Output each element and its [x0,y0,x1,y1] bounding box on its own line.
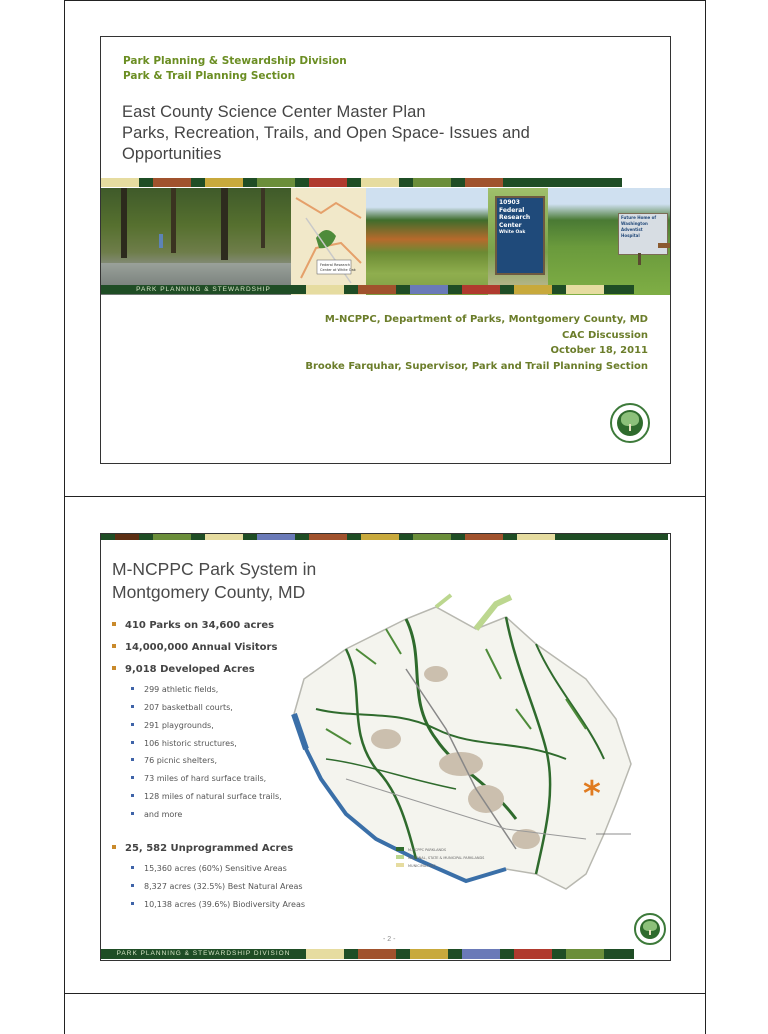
list-item: 76 picnic shelters, [131,756,217,765]
legend-national: NATIONAL, STATE & MUNICIPAL PARKLANDS [408,856,485,860]
slide-1-title [122,102,530,165]
slide-1 [100,36,671,464]
asterisk-location-icon: * [583,774,601,814]
meeting-name: CAC Discussion [562,329,648,341]
list-item: 207 basketball courts, [131,703,233,712]
list-item: 10,138 acres (39.6%) Biodiversity Areas [131,900,305,909]
hospital-sign-line-2: Washington [621,221,648,226]
sign-line-center: Center [499,221,522,229]
stream-photo [101,188,291,295]
map-label-line-2: Center at White Oak [320,268,356,272]
hospital-sign-line-4: Hospital [621,233,640,238]
bullet-unprogrammed-acres: 25, 582 Unprogrammed Acres [112,843,293,854]
bullet-visitors: 14,000,000 Annual Visitors [112,642,277,653]
meeting-date: October 18, 2011 [550,345,648,356]
page-panel-1 [64,0,706,498]
list-item: 73 miles of hard surface trails, [131,774,266,783]
bullet-parks: 410 Parks on 34,600 acres [112,620,274,631]
list-item: 106 historic structures, [131,739,237,748]
photo-collage [101,188,670,295]
page-number: - 2 - [383,936,396,943]
title-line-1: East County Science Center Master Plan [122,103,426,121]
page-panel-3 [64,993,706,1034]
slide-2-footer-label: PARK PLANNING & STEWARDSHIP DIVISION [101,949,306,959]
list-item: 299 athletic fields, [131,685,218,694]
meadow-photo [366,188,488,295]
list-item: 8,327 acres (32.5%) Best Natural Areas [131,882,303,891]
slide-2-top-stripe [101,534,670,540]
title-line-3: Opportunities [122,145,222,163]
sign-number: 10903 [499,199,520,206]
site-map-thumbnail [291,188,366,295]
division-name: Park Planning & Stewardship Division [123,55,347,67]
sign-line-research: Research [499,214,531,221]
title-line-2: Parks, Recreation, Trails, and Open Space- Issues and [122,124,530,142]
legend-municipalities: MUNICIPALITIES [408,864,436,868]
map-label-line-1: Federal Research [320,263,351,267]
top-color-stripe [101,178,670,187]
list-item: 291 playgrounds, [131,721,214,730]
hospital-sign-photo [548,188,670,295]
section-name: Park & Trail Planning Section [123,70,296,82]
page-panel-2 [64,496,706,995]
list-item: 15,360 acres (60%) Sensitive Areas [131,864,287,873]
slide-2-title-line-1: M-NCPPC Park System in [112,559,317,579]
list-item: and more [131,810,182,819]
organization: M-NCPPC, Department of Parks, Montgomery County, MD [324,314,648,325]
presentation-meta [305,312,648,374]
band-label: PARK PLANNING & STEWARDSHIP [101,285,306,294]
sign-line-federal: Federal [499,206,525,214]
county-park-map [286,589,646,934]
presenter: Brooke Farquhar, Supervisor, Park and Trail Planning Section [305,360,648,372]
list-item: 128 miles of natural surface trails, [131,792,282,801]
montgomery-parks-logo-icon [610,403,650,443]
hospital-sign-line-1: Future Home of [621,215,657,220]
hospital-sign-line-3: Adventist [621,227,643,232]
sign-line-location: White Oak [499,230,526,235]
slide-2-title-line-2: Montgomery County, MD [112,581,306,602]
montgomery-parks-logo-icon [634,913,666,945]
division-header [123,54,347,84]
bullet-developed-acres: 9,018 Developed Acres [112,664,255,675]
legend-mncppc: M-NCPPC PARKLANDS [408,848,447,852]
federal-research-sign-photo [488,188,548,295]
slide-2 [100,533,671,961]
